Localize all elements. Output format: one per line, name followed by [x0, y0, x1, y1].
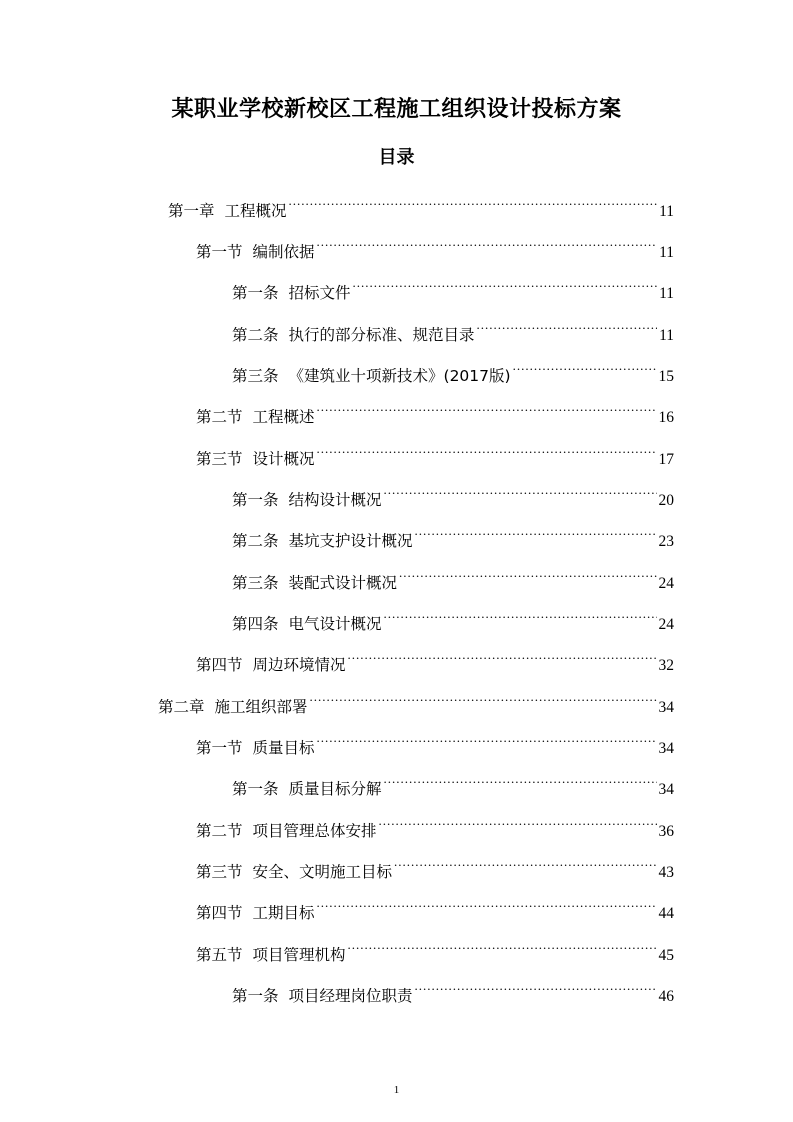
- toc-entry-label: 第一章: [168, 202, 215, 220]
- toc-entry-label: 第三条: [232, 574, 279, 592]
- toc-entry-label: 第一节: [196, 739, 243, 757]
- toc-entry-label: 第四节: [196, 656, 243, 674]
- dot-leader: [513, 345, 657, 381]
- toc-entry-page: 43: [658, 864, 674, 881]
- toc-entry-title: 项目经理岗位职责: [288, 987, 413, 1005]
- toc-entry[interactable]: [232, 510, 674, 550]
- dot-leader: [384, 593, 657, 629]
- dot-leader: [399, 552, 656, 588]
- dot-leader: [353, 262, 658, 298]
- dot-leader: [415, 965, 657, 1001]
- document-title: 某职业学校新校区工程施工组织设计投标方案: [171, 97, 622, 122]
- toc-entry-page: 16: [658, 409, 674, 426]
- toc-entry[interactable]: [158, 676, 674, 716]
- dot-leader: [317, 428, 657, 464]
- dot-leader: [317, 882, 657, 918]
- toc-entry-title: 结构设计概况: [288, 491, 382, 509]
- toc-entry-label: 第一条: [232, 987, 279, 1005]
- toc-entry-title: 编制依据: [252, 243, 315, 261]
- toc-entry-title: 工程概述: [252, 408, 315, 426]
- toc-entry-title: 质量目标分解: [288, 780, 382, 798]
- toc-entry-label: 第二条: [232, 326, 279, 344]
- page-number: 1: [393, 1084, 400, 1096]
- toc-entry-page: 24: [658, 616, 674, 633]
- toc-entry-title: 招标文件: [288, 284, 351, 302]
- toc-entry[interactable]: [196, 221, 674, 261]
- toc-entry-title: 周边环境情况: [252, 656, 346, 674]
- dot-leader: [348, 924, 657, 960]
- toc-entry[interactable]: [196, 428, 674, 468]
- toc-entry-title: 安全、文明施工目标: [252, 863, 393, 881]
- toc-entry-page: 46: [658, 988, 674, 1005]
- toc-entry-title: 工程概况: [224, 202, 287, 220]
- toc-entry-page: 24: [658, 575, 674, 592]
- toc-heading: 目录: [378, 147, 415, 168]
- toc-entry-title: 装配式设计概况: [288, 574, 398, 592]
- toc-entry-page: 44: [658, 905, 674, 922]
- toc-entry-page: 34: [658, 740, 674, 757]
- toc-entry-page: 36: [658, 823, 674, 840]
- toc-entry-title: 电气设计概况: [288, 615, 382, 633]
- toc-entry-title: 项目管理总体安排: [252, 822, 377, 840]
- toc-entry-page: 45: [658, 947, 674, 964]
- toc-entry[interactable]: [232, 593, 674, 633]
- toc-entry[interactable]: [232, 262, 674, 302]
- toc-entry-label: 第二章: [158, 698, 205, 716]
- toc-entry[interactable]: [232, 345, 674, 385]
- toc-entry-label: 第三条: [232, 367, 279, 385]
- toc-entry-label: 第四条: [232, 615, 279, 633]
- dot-leader: [317, 221, 658, 257]
- toc-entry-title: 质量目标: [252, 739, 315, 757]
- toc-entry-title: 工期目标: [252, 904, 315, 922]
- toc-entry-label: 第二条: [232, 532, 279, 550]
- toc-entry-page: 23: [658, 533, 674, 550]
- toc-entry-label: 第五节: [196, 946, 243, 964]
- toc-entry-label: 第一条: [232, 780, 279, 798]
- toc-entry-title: 《建筑业十项新技术》(2017版): [288, 367, 511, 385]
- toc-entry-label: 第二节: [196, 822, 243, 840]
- dot-leader: [348, 634, 657, 670]
- toc-entry[interactable]: [168, 180, 674, 220]
- toc-entry-label: 第一条: [232, 284, 279, 302]
- toc-entry[interactable]: [196, 882, 674, 922]
- dot-leader: [384, 469, 657, 505]
- toc-entry[interactable]: [196, 717, 674, 757]
- toc-entry[interactable]: [232, 758, 674, 798]
- dot-leader: [289, 180, 658, 216]
- dot-leader: [317, 386, 657, 422]
- toc-entry-label: 第一条: [232, 491, 279, 509]
- toc-entry[interactable]: [232, 469, 674, 509]
- toc-entry-page: 20: [658, 492, 674, 509]
- toc-entry[interactable]: [196, 800, 674, 840]
- toc-entry-label: 第二节: [196, 408, 243, 426]
- toc-entry[interactable]: [196, 841, 674, 881]
- dot-leader: [477, 304, 658, 340]
- toc-entry-title: 执行的部分标准、规范目录: [288, 326, 475, 344]
- dot-leader: [317, 717, 657, 753]
- dot-leader: [310, 676, 657, 712]
- toc-entry-label: 第三节: [196, 450, 243, 468]
- dot-leader: [394, 841, 656, 877]
- toc-entry-title: 施工组织部署: [214, 698, 308, 716]
- toc-entry-page: 11: [659, 203, 674, 220]
- toc-entry-label: 第四节: [196, 904, 243, 922]
- toc-entry-page: 34: [658, 699, 674, 716]
- dot-leader: [379, 800, 657, 836]
- toc-entry-page: 11: [659, 327, 674, 344]
- toc-entry-page: 32: [658, 657, 674, 674]
- toc-entry-title: 设计概况: [252, 450, 315, 468]
- toc-entry-label: 第一节: [196, 243, 243, 261]
- toc-entry[interactable]: [196, 924, 674, 964]
- toc-entry-title: 项目管理机构: [252, 946, 346, 964]
- dot-leader: [384, 758, 657, 794]
- toc-entry-label: 第三节: [196, 863, 243, 881]
- toc-entry-title: 基坑支护设计概况: [288, 532, 413, 550]
- toc-entry-page: 11: [659, 244, 674, 261]
- toc-entry[interactable]: [232, 965, 674, 1005]
- toc-entry[interactable]: [196, 386, 674, 426]
- toc-entry[interactable]: [232, 552, 674, 592]
- toc-entry[interactable]: [196, 634, 674, 674]
- dot-leader: [415, 510, 657, 546]
- toc-entry-page: 11: [659, 285, 674, 302]
- toc-entry-page: 15: [658, 368, 674, 385]
- toc-entry-page: 17: [658, 451, 674, 468]
- toc-entry[interactable]: [232, 304, 674, 344]
- toc-entry-page: 34: [658, 781, 674, 798]
